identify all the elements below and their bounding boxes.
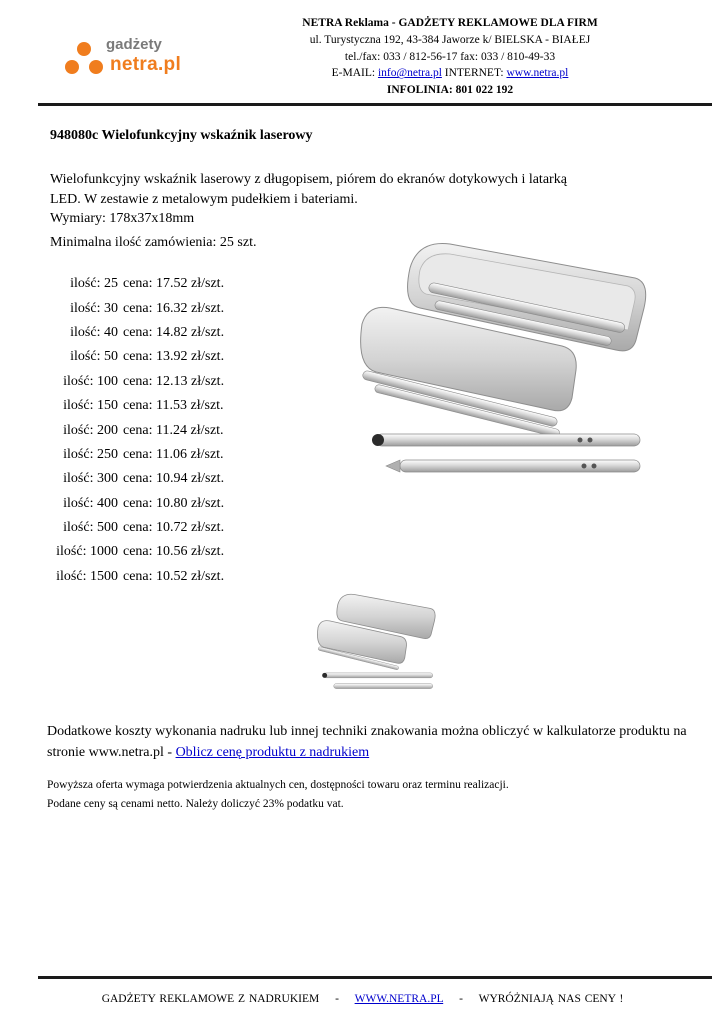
email-label: E-MAIL: [331, 67, 378, 80]
footer-divider [38, 976, 712, 979]
calculator-note [47, 722, 709, 763]
footer-website-link[interactable]: WWW.NETRA.PL [354, 993, 444, 1005]
price-value: cena: 14.82 zł/szt. [123, 324, 225, 340]
price-value: cena: 16.32 zł/szt. [123, 300, 225, 316]
price-quantity: ilość: 300 [63, 471, 118, 487]
price-value: cena: 11.53 zł/szt. [123, 398, 224, 414]
company-name: NETRA Reklama - GADŻETY REKLAMOWE DLA FIRM [302, 17, 598, 29]
hotline: INFOLINIA: 801 022 192 [386, 84, 514, 97]
price-row [50, 418, 224, 442]
email-link[interactable]: info@netra.pl [377, 67, 442, 80]
product-dimensions: Wymiary: 178x37x18mm [50, 211, 195, 226]
price-quantity: ilość: 400 [63, 495, 118, 511]
footer-left: GADŻETY REKLAMOWE Z NADRUKIEM [101, 993, 320, 1005]
price-quantity: ilość: 100 [63, 373, 118, 389]
price-quantity: ilość: 25 [70, 276, 118, 292]
price-row [50, 296, 224, 320]
logo-text-netra: netra.pl [110, 54, 182, 75]
company-logo [64, 38, 204, 84]
website-link[interactable]: www.netra.pl [506, 67, 569, 80]
price-value: cena: 17.52 zł/szt. [123, 276, 225, 292]
price-row [50, 394, 224, 418]
price-value: cena: 13.92 zł/szt. [123, 349, 225, 365]
company-phone: tel./fax: 033 / 812-56-17 fax: 033 / 810-49-33 [344, 50, 556, 63]
header-divider [38, 103, 712, 106]
product-image [350, 238, 650, 490]
calculator-link[interactable]: Oblicz cenę produktu z nadrukiem [175, 744, 370, 760]
price-value: cena: 12.13 zł/szt. [123, 373, 225, 389]
price-row [50, 565, 224, 589]
product-title: 948080c Wielofunkcyjny wskaźnik laserowy [50, 128, 313, 143]
footer-separator: - [459, 993, 463, 1005]
logo-text-gadzety: gadżety [106, 36, 162, 53]
price-quantity: ilość: 50 [70, 349, 118, 365]
price-row [50, 516, 224, 540]
price-quantity: ilość: 150 [63, 398, 118, 414]
price-quantity: ilość: 200 [63, 422, 118, 438]
product-description: Wielofunkcyjny wskaźnik laserowy z długopisem, piórem do ekranów dotykowych i latarką LED. W zestawie z metalowym pudełkiem i bateriami. [50, 172, 567, 207]
price-value: cena: 10.94 zł/szt. [123, 471, 225, 487]
price-row [50, 467, 224, 491]
price-value: cena: 10.52 zł/szt. [123, 568, 225, 584]
price-value: cena: 10.56 zł/szt. [123, 544, 225, 560]
price-row [50, 345, 224, 369]
price-quantity: ilość: 1500 [56, 568, 118, 584]
price-row [50, 272, 224, 296]
price-row [50, 443, 224, 467]
price-table [50, 272, 224, 589]
note-confirmation: Powyższa oferta wymaga potwierdzenia aktualnych cen, dostępności towaru oraz terminu realizacji. [47, 779, 509, 791]
price-value: cena: 11.24 zł/szt. [123, 422, 224, 438]
price-value: cena: 10.80 zł/szt. [123, 495, 225, 511]
price-quantity: ilość: 1000 [56, 544, 118, 560]
price-row [50, 370, 224, 394]
price-value: cena: 11.06 zł/szt. [123, 446, 224, 462]
offer-notes [47, 776, 509, 814]
company-contact [280, 65, 620, 82]
price-row [50, 492, 224, 516]
price-quantity: ilość: 500 [63, 520, 118, 536]
product-thumbnail [313, 592, 437, 696]
price-value: cena: 10.72 zł/szt. [123, 520, 225, 536]
price-quantity: ilość: 40 [70, 324, 118, 340]
price-quantity: ilość: 250 [63, 446, 118, 462]
footer-separator: - [335, 993, 339, 1005]
price-row [50, 540, 224, 564]
note-vat: Podane ceny są cenami netto. Należy doliczyć 23% podatku vat. [47, 798, 344, 810]
price-row [50, 321, 224, 345]
logo-flower-icon [64, 40, 104, 80]
internet-label: INTERNET: [441, 67, 507, 80]
product-description-block [50, 170, 570, 229]
company-address: ul. Turystyczna 192, 43-384 Jaworze k/ BIELSKA - BIAŁEJ [309, 33, 591, 46]
price-quantity: ilość: 30 [70, 300, 118, 316]
footer-right: WYRÓŻNIAJĄ NAS CENY ! [478, 993, 624, 1005]
minimum-order: Minimalna ilość zamówienia: 25 szt. [50, 235, 257, 250]
calculator-text: Dodatkowe koszty wykonania nadruku lub innej techniki znakowania można obliczyć w kalkulatorze produktu na stronie www.netra.pl - [47, 724, 687, 760]
footer [0, 993, 725, 1005]
company-info [280, 15, 620, 99]
